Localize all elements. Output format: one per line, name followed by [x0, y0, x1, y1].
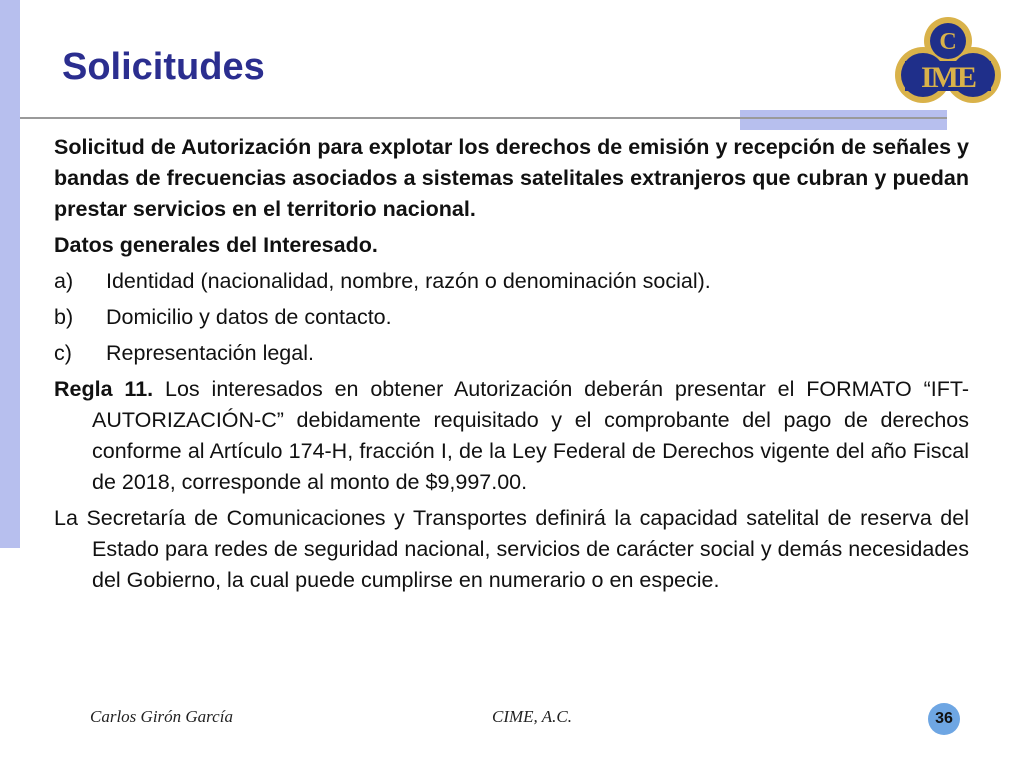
- list-marker: a): [54, 269, 74, 293]
- list-item: [54, 266, 969, 297]
- list-text: Representación legal.: [106, 341, 314, 365]
- rule-paragraph: [54, 374, 969, 498]
- list-text: Domicilio y datos de contacto.: [106, 305, 392, 329]
- list-marker: b): [54, 305, 74, 329]
- cime-logo-icon: [893, 13, 1003, 113]
- rule-text: Los interesados en obtener Autorización deberán presentar el FORMATO “IFT-AUTORIZACIÓN-C” debidamente requisitado y el comprobante del pago de derechos conforme al Artículo 174-H, fracción I, de la Ley Federal de Derechos vigente del año Fiscal de 2018, corresponde al monto de $9,997.00.: [92, 377, 969, 494]
- list-item: [54, 338, 969, 369]
- title-divider: [20, 117, 947, 119]
- title-accent-bar: [740, 110, 947, 130]
- footer-author: Carlos Girón García: [90, 707, 233, 726]
- closing-paragraph: La Secretaría de Comunicaciones y Transportes definirá la capacidad satelital de reserva del Estado para redes de seguridad nacional, servicios de carácter social y demás necesidades del Gobierno, la cual puede cumplirse en numerario o en especie.: [54, 506, 969, 592]
- footer-org: CIME, A.C.: [492, 707, 572, 726]
- svg-text:IME: IME: [921, 61, 975, 94]
- slide-body: [54, 132, 969, 601]
- list-item: [54, 302, 969, 333]
- list-text: Identidad (nacionalidad, nombre, razón o denominación social).: [106, 269, 711, 293]
- subheading: Datos generales del Interesado.: [54, 233, 378, 257]
- slide-title: Solicitudes: [62, 46, 265, 88]
- left-accent-bar: [0, 0, 20, 548]
- intro-paragraph: Solicitud de Autorización para explotar los derechos de emisión y recepción de señales y bandas de frecuencias asociados a sistemas satelitales extranjeros que cubran y puedan prestar servicios en el territorio nacional.: [54, 135, 969, 221]
- list-marker: c): [54, 341, 72, 365]
- page-number-badge: 36: [928, 703, 960, 735]
- rule-label: Regla 11.: [54, 377, 154, 401]
- svg-text:C: C: [939, 29, 957, 55]
